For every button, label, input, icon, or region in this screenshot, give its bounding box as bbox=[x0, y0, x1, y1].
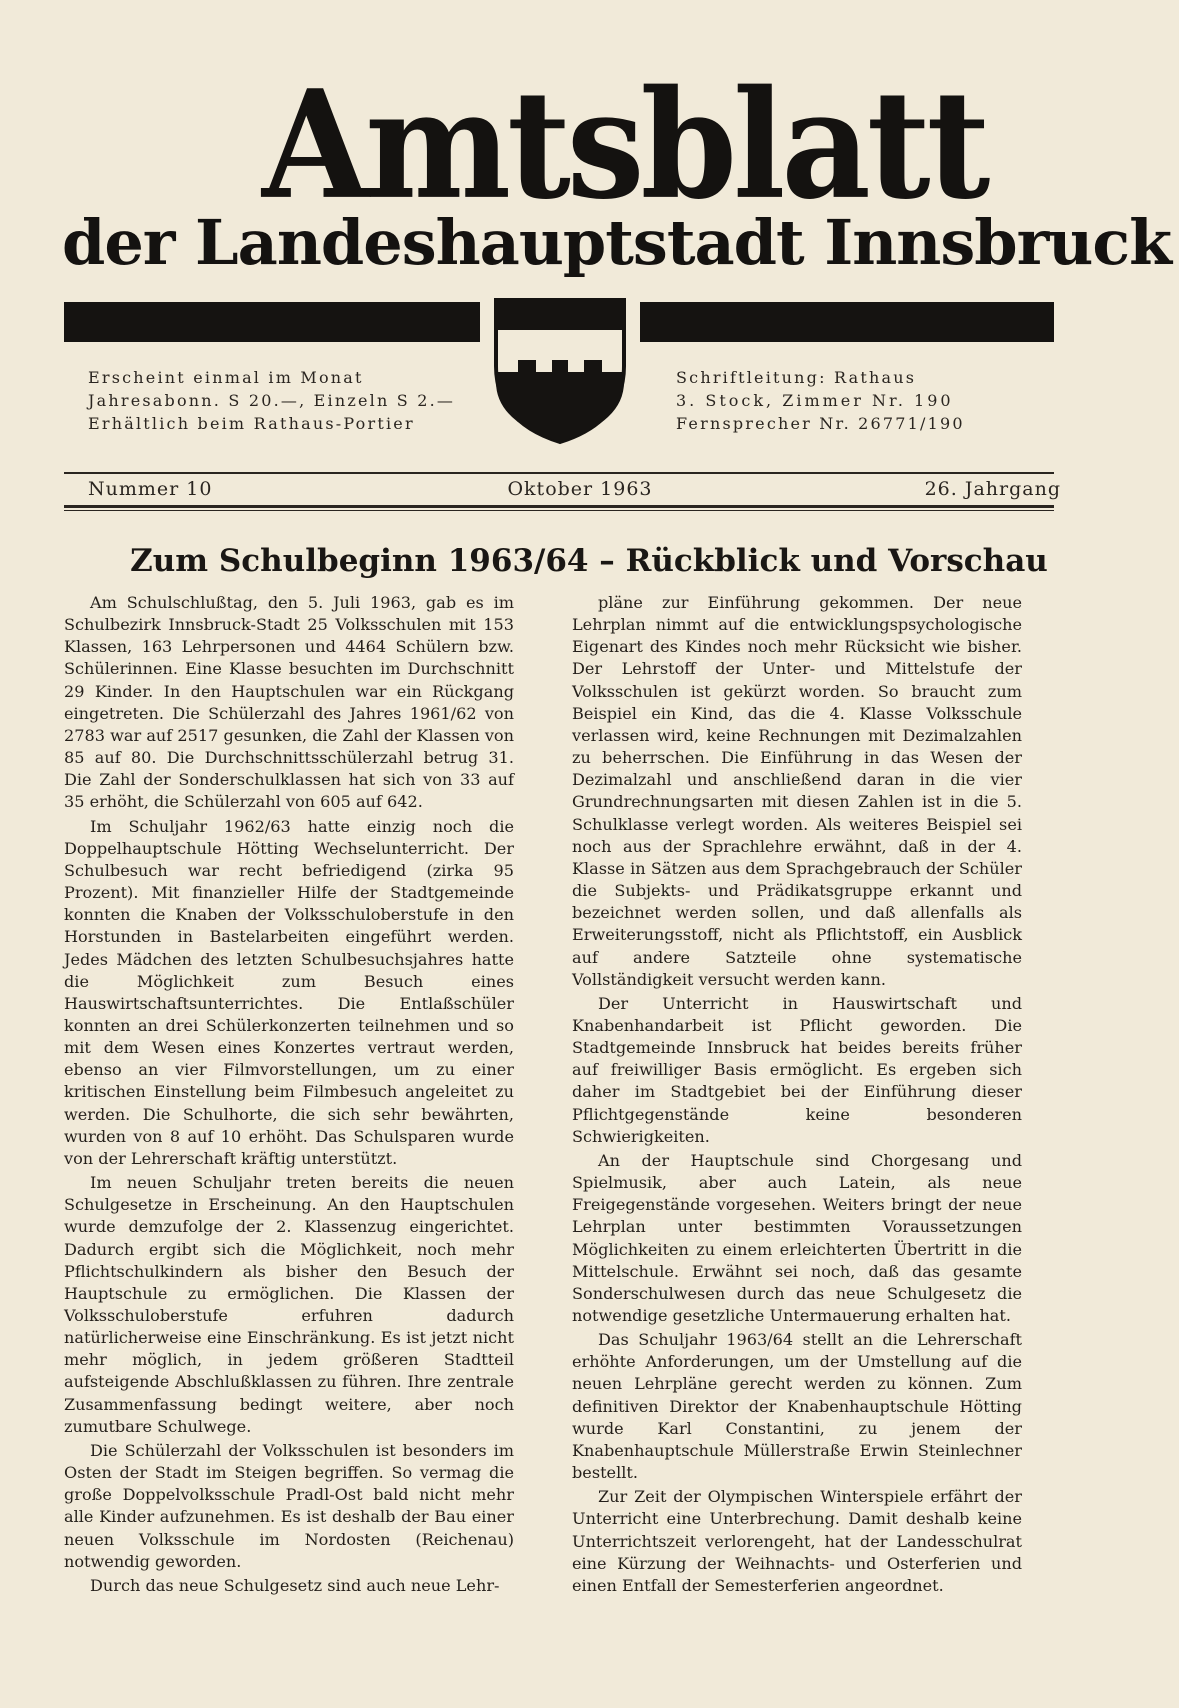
paragraph: Durch das neue Schulgesetz sind auch neue Lehr- bbox=[90, 1575, 500, 1595]
issue-date: Oktober 1963 bbox=[507, 478, 653, 500]
publication-frequency: Erscheint einmal im Monat bbox=[88, 368, 364, 387]
issue-number: Nummer 10 bbox=[88, 478, 213, 500]
paragraph: Im neuen Schuljahr treten bereits die neuen Schulgesetze in Erscheinung. An den Hauptschulen wurde demzufolge der 2. Klassenzug eingerichtet. Dadurch ergibt sich die Möglichkeit, noch mehr Pflichtschulkindern als bisher den Besuch der Hauptschule zu ermöglichen. Die Klassen der Volksschuloberstufe erfuhren dadurch natürlicherweise eine Einschränkung. Es ist jetzt nicht mehr möglich, in jedem größeren Stadtteil aufsteigende Abschlußklassen zu führen. Ihre zentrale Zusammenfassung bedingt weitere, aber noch zumutbare Schulwege. bbox=[64, 1173, 514, 1436]
subscription-price: Jahresabonn. S 20.—, Einzeln S 2.— bbox=[88, 391, 456, 410]
subscription-info bbox=[88, 366, 455, 435]
masthead-title: Amtsblatt bbox=[262, 56, 987, 233]
article-headline: Zum Schulbeginn 1963/64 – Rückblick und Vorschau bbox=[130, 543, 1048, 579]
availability: Erhältlich beim Rathaus-Portier bbox=[88, 414, 415, 433]
masthead-subtitle: der Landeshauptstadt Innsbruck bbox=[62, 206, 1172, 279]
divider-thin bbox=[64, 510, 1054, 511]
issue-volume: 26. Jahrgang bbox=[924, 478, 1061, 500]
divider-bottom bbox=[64, 505, 1054, 508]
office-phone: Fernsprecher Nr. 26771/190 bbox=[676, 414, 965, 433]
editorial-info bbox=[676, 366, 965, 435]
office-room: 3. Stock, Zimmer Nr. 190 bbox=[676, 391, 954, 410]
paragraph: Am Schulschlußtag, den 5. Juli 1963, gab es im Schulbezirk Innsbruck-Stadt 25 Volksschulen mit 153 Klassen, 163 Lehrpersonen und 4464 Schülern bzw. Schülerinnen. Eine Klasse besuchten im Durchschnitt 29 Kinder. In den Hauptschulen war ein Rückgang eingetreten. Die Schülerzahl des Jahres 1961/62 von 2783 war auf 2517 gesunken, die Zahl der Klassen von 85 auf 80. Die Durchschnittsschülerzahl betrug 31. Die Zahl der Sonderschulklassen hat sich von 33 auf 35 erhöht, die Schülerzahl von 605 auf 642. bbox=[64, 593, 514, 812]
paragraph: Im Schuljahr 1962/63 hatte einzig noch die Doppelhauptschule Hötting Wechselunterricht. Der Schulbesuch war recht befriedigend (zirka 95 Prozent). Mit finanzieller Hilfe der Stadtgemeinde konnten die Knaben der Volksschuloberstufe in den Horstunden in Bastelarbeiten eingeführt werden. Jedes Mädchen des letzten Schulbesuchsjahres hatte die Möglichkeit zum Besuch eines Hauswirtschaftsunterrichtes. Die Entlaßschüler konnten an drei Schülerkonzerten teilnehmen und so mit dem Wesen eines Konzertes vertraut werden, ebenso an vier Filmvorstellungen, um zu einer kritischen Einstellung beim Filmbesuch angeleitet zu werden. Die Schulhorte, die sich sehr bewährten, wurden von 8 auf 10 erhöht. Das Schulsparen wurde von der Lehrerschaft kräftig unterstützt. bbox=[64, 816, 514, 1168]
article-column-right bbox=[572, 592, 1022, 1599]
paragraph: pläne zur Einführung gekommen. Der neue Lehrplan nimmt auf die entwicklungspsychologische Eigenart des Kindes noch mehr Rücksicht wie bisher. Der Lehrstoff der Unter- und Mittelstufe der Volksschulen ist gekürzt worden. So braucht zum Beispiel ein Kind, das die 4. Klasse Volksschule verlassen wird, keine Rechnungen mit Dezimalzahlen zu beherrschen. Die Einführung in das Wesen der Dezimalzahl und anschließend daran in die vier Grundrechnungsarten mit diesen Zahlen ist in die 5. Schulklasse verlegt worden. Als weiteres Beispiel sei noch aus der Sprachlehre erwähnt, daß in der 4. Klasse in Sätzen aus dem Sprachgebrauch der Schüler die Subjekts- und Prädikatsgruppe erkannt und bezeichnet werden sollen, und daß allenfalls als Erweiterungsstoff, nicht als Pflichtstoff, ein Ausblick auf andere Satzteile ohne systematische Vollständigkeit versucht werden kann. bbox=[572, 593, 1022, 989]
masthead-bar-right bbox=[640, 302, 1054, 342]
paragraph: Zur Zeit der Olympischen Winterspiele erfährt der Unterricht eine Unterbrechung. Damit deshalb keine Unterrichtszeit verlorengeht, hat der Landesschulrat eine Kürzung der Weihnachts- und Osterferien und einen Entfall der Semesterferien angeordnet. bbox=[572, 1487, 1022, 1595]
masthead-bar-left bbox=[64, 302, 480, 342]
paragraph: Die Schülerzahl der Volksschulen ist besonders im Osten der Stadt im Steigen begriffen. So vermag die große Doppelvolksschule Pradl-Ost bald nicht mehr alle Kinder aufzunehmen. Es ist deshalb der Bau einer neuen Volksschule im Nordosten (Reichenau) notwendig geworden. bbox=[64, 1440, 514, 1571]
article-column-left bbox=[64, 592, 514, 1599]
editorial-office: Schriftleitung: Rathaus bbox=[676, 368, 917, 387]
paragraph: Das Schuljahr 1963/64 stellt an die Lehrerschaft erhöhte Anforderungen, um der Umstellung auf die neuen Lehrpläne gerecht werden zu können. Zum definitiven Direktor der Knabenhauptschule Hötting wurde Karl Constantini, zu jenem der Knabenhauptschule Müllerstraße Erwin Steinlechner bestellt. bbox=[572, 1330, 1022, 1483]
coat-of-arms-icon bbox=[490, 296, 630, 446]
paragraph: Der Unterricht in Hauswirtschaft und Knabenhandarbeit ist Pflicht geworden. Die Stadtgemeinde Innsbruck hat beides bereits früher auf freiwilliger Basis ermöglicht. Es ergeben sich daher im Stadtgebiet bei der Einführung dieser Pflichtgegenstände keine besonderen Schwierigkeiten. bbox=[572, 993, 1022, 1146]
paragraph: An der Hauptschule sind Chorgesang und Spielmusik, aber auch Latein, als neue Freigegenstände vorgesehen. Weiters bringt der neue Lehrplan unter bestimmten Voraussetzungen Möglichkeiten zu einem erleichterten Übertritt in die Mittelschule. Erwähnt sei noch, daß das gesamte Sonderschulwesen durch das neue Schulgesetz die notwendige gesetzliche Untermauerung erhalten hat. bbox=[572, 1150, 1022, 1325]
